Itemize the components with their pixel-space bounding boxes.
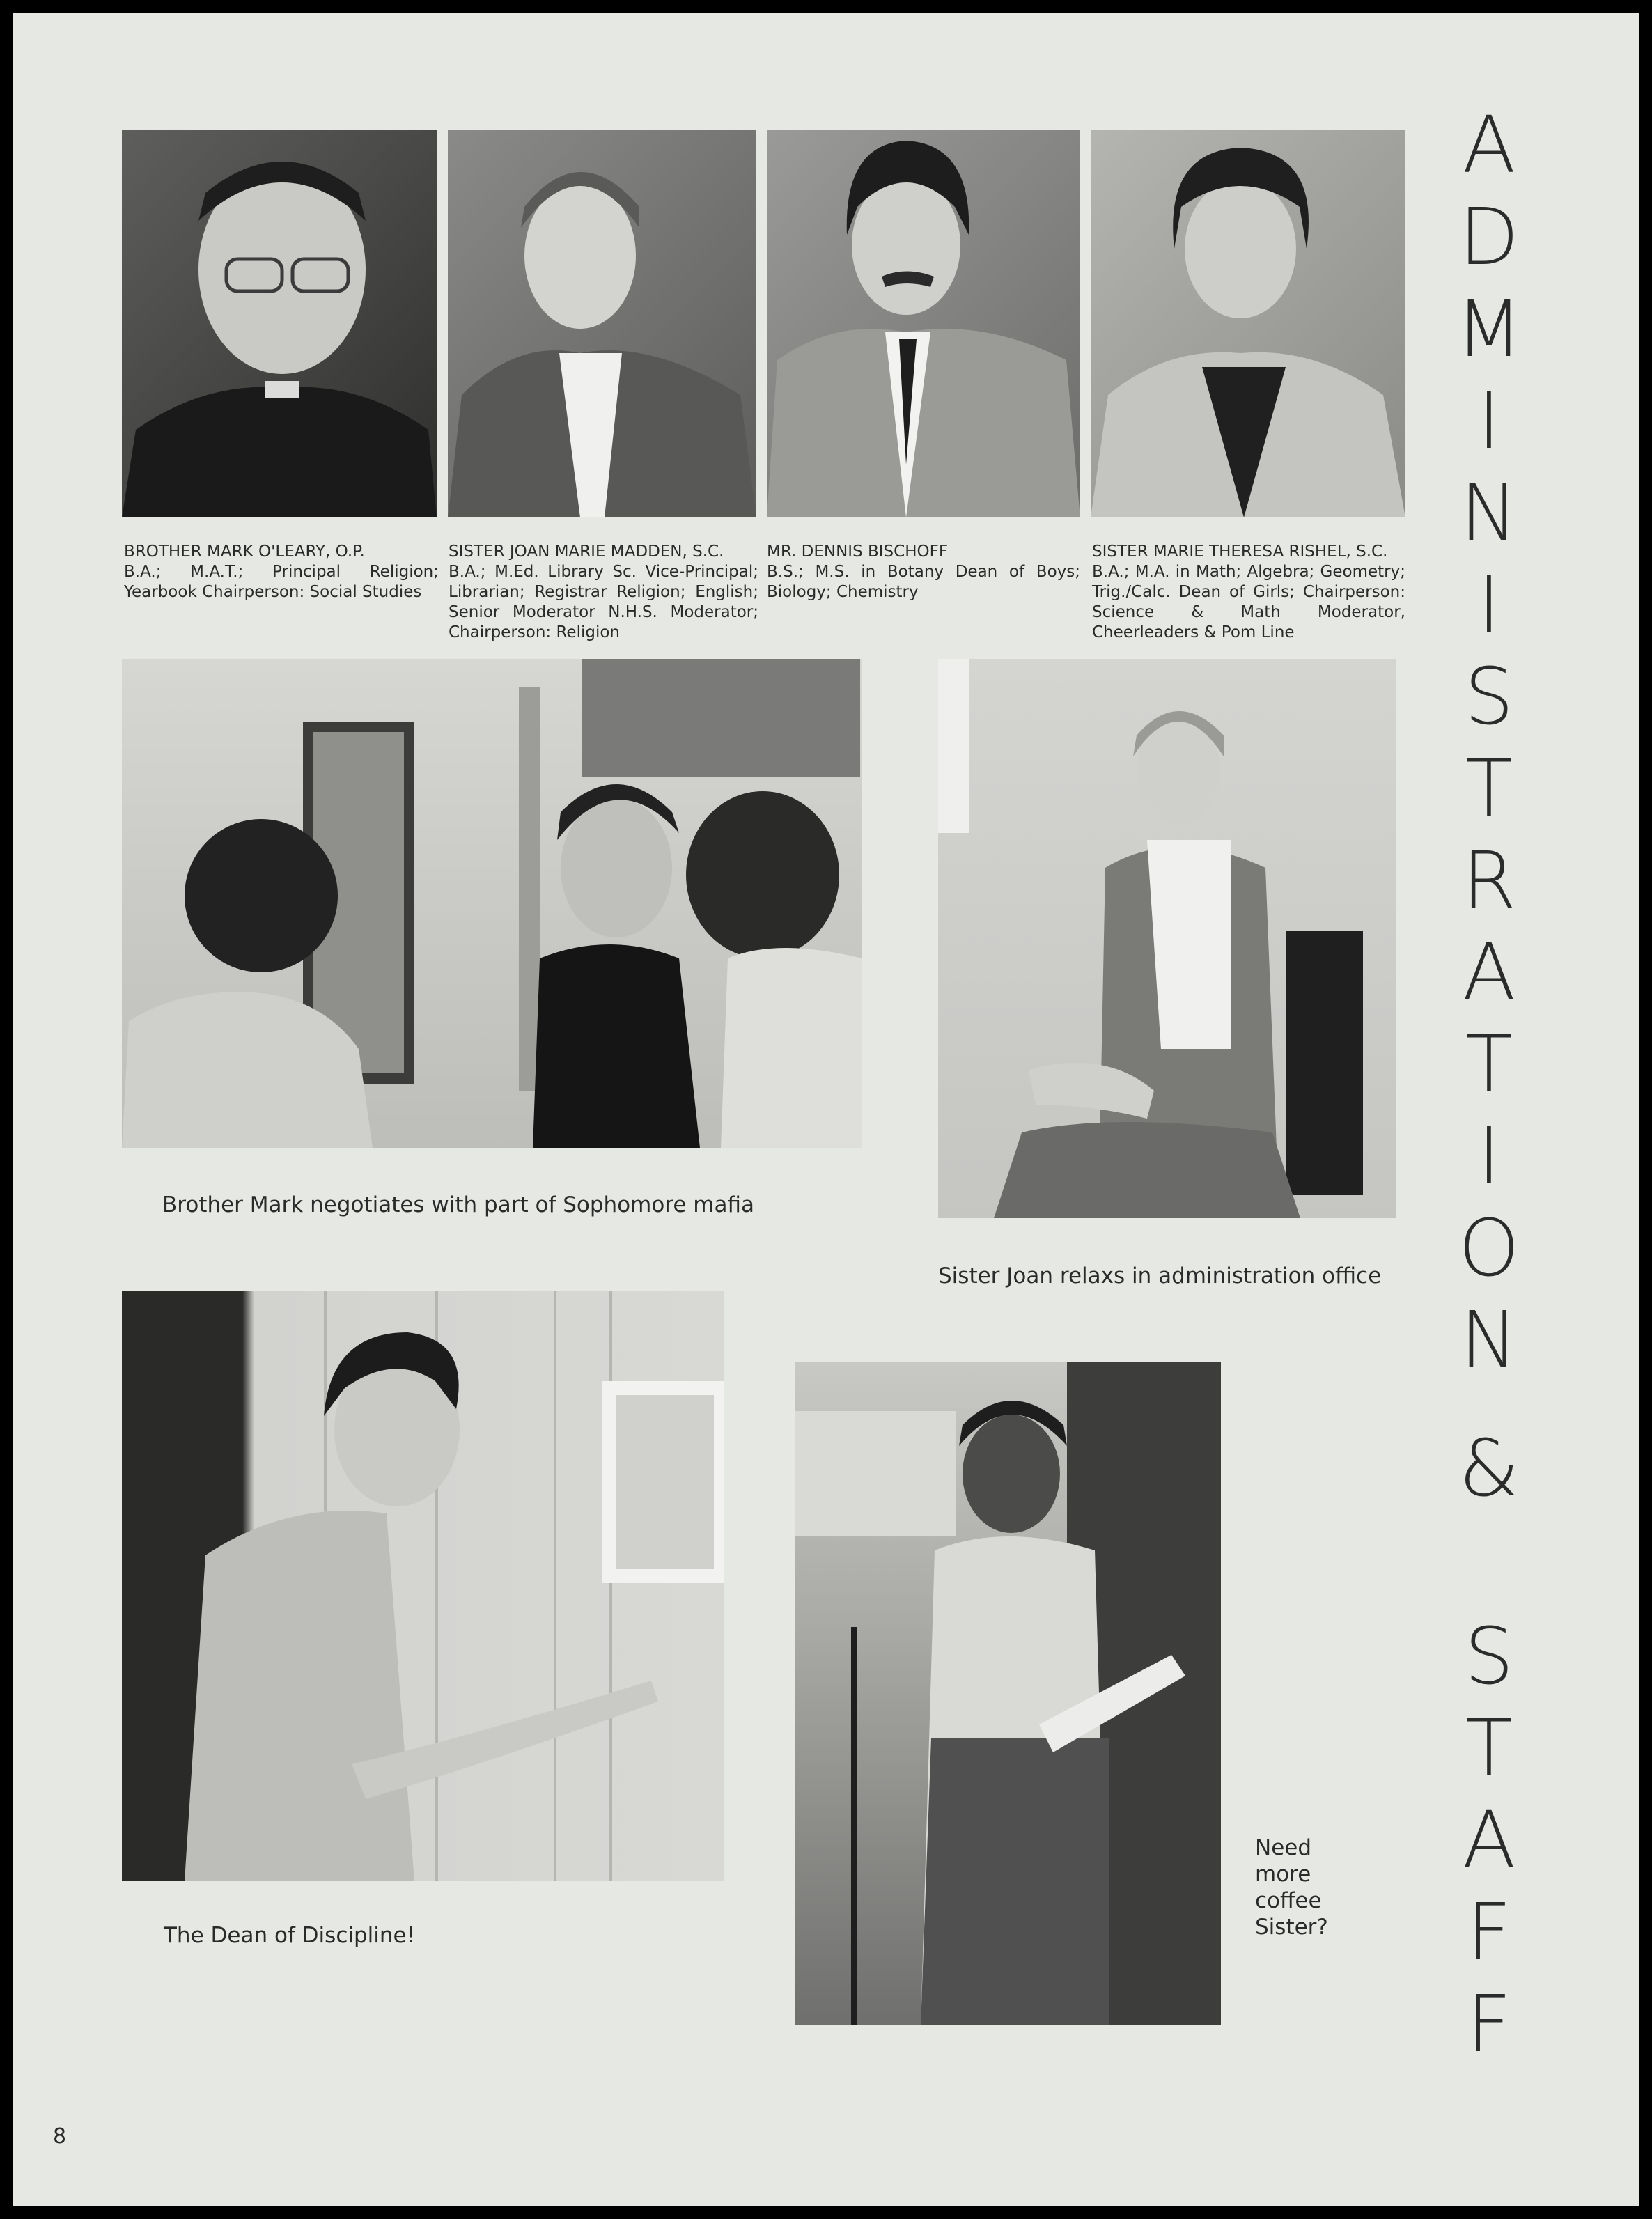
- staff-name: SISTER MARIE THERESA RISHEL, S.C.: [1092, 543, 1388, 561]
- title-letter: F: [1466, 1887, 1512, 1978]
- portrait-photo-sister-marie-theresa: [1091, 130, 1405, 517]
- caption-line: coffee: [1255, 1888, 1322, 1913]
- portrait-caption-brother-mark: [124, 542, 439, 602]
- caption-dean-of-discipline: The Dean of Discipline!: [164, 1923, 416, 1948]
- staff-name: BROTHER MARK O'LEARY, O.P.: [124, 543, 365, 561]
- title-letter: D: [1458, 192, 1520, 283]
- caption-sister-joan-relaxs: Sister Joan relaxs in administration office: [938, 1263, 1382, 1288]
- portrait-caption-dennis-bischoff: [767, 542, 1080, 602]
- title-letter: S: [1464, 652, 1514, 742]
- candid-photo-sister-with-coffee: [795, 1362, 1221, 2025]
- staff-credentials: B.A.; M.A. in Math; Algebra; Geometry; Trig./Calc. Dean of Girls; Chairperson: Science & Math Moderator, Cheerleaders & Pom Line: [1092, 563, 1405, 641]
- yearbook-page: [13, 13, 1639, 2206]
- portrait-caption-sister-marie-theresa: [1092, 542, 1405, 643]
- candid-photo-sister-joan-office: [938, 659, 1396, 1218]
- section-title-administration-and-staff: [1444, 100, 1534, 2092]
- portrait-photo-dennis-bischoff: [767, 130, 1080, 517]
- title-letter: T: [1465, 744, 1513, 834]
- staff-credentials: B.A.; M.A.T.; Principal Religion; Yearbook Chairperson: Social Studies: [124, 563, 439, 601]
- staff-name: SISTER JOAN MARIE MADDEN, S.C.: [449, 543, 724, 561]
- title-letter: R: [1462, 836, 1516, 926]
- staff-credentials: B.S.; M.S. in Botany Dean of Boys; Biology; Chemistry: [767, 563, 1080, 601]
- title-letter: A: [1462, 928, 1516, 1018]
- candid-photo-brother-mark-students: [122, 659, 862, 1148]
- caption-brother-mark-negotiates: Brother Mark negotiates with part of Sophomore mafia: [162, 1192, 755, 1217]
- portrait-caption-sister-joan: [449, 542, 758, 643]
- title-letter: I: [1477, 376, 1501, 467]
- caption-line: more: [1255, 1862, 1311, 1887]
- title-letter: S: [1464, 1612, 1514, 1702]
- title-letter: N: [1460, 1295, 1518, 1386]
- title-letter: F: [1466, 1979, 1512, 2070]
- title-letter: &: [1458, 1424, 1520, 1514]
- portrait-photo-brother-mark: [122, 130, 437, 517]
- caption-line: Need: [1255, 1835, 1312, 1860]
- staff-name: MR. DENNIS BISCHOFF: [767, 543, 949, 561]
- title-letter: N: [1460, 468, 1518, 559]
- title-letter: I: [1477, 1112, 1501, 1202]
- page-number: 8: [53, 2124, 67, 2149]
- title-letter: A: [1462, 1796, 1516, 1886]
- caption-need-more-coffee: [1255, 1835, 1339, 1940]
- portrait-photo-sister-joan: [448, 130, 756, 517]
- candid-photo-dean-of-discipline: [122, 1291, 724, 1881]
- title-letter: T: [1465, 1704, 1513, 1794]
- staff-credentials: B.A.; M.Ed. Library Sc. Vice-Principal; Librarian; Registrar Religion; English; Senior Moderator N.H.S. Moderator; Chairperson: Religion: [449, 563, 758, 641]
- title-letter: I: [1477, 560, 1501, 651]
- title-letter: M: [1455, 284, 1523, 375]
- title-letter: T: [1465, 1020, 1513, 1110]
- caption-line: Sister?: [1255, 1915, 1328, 1940]
- title-letter: A: [1462, 100, 1516, 191]
- title-letter: O: [1458, 1204, 1520, 1294]
